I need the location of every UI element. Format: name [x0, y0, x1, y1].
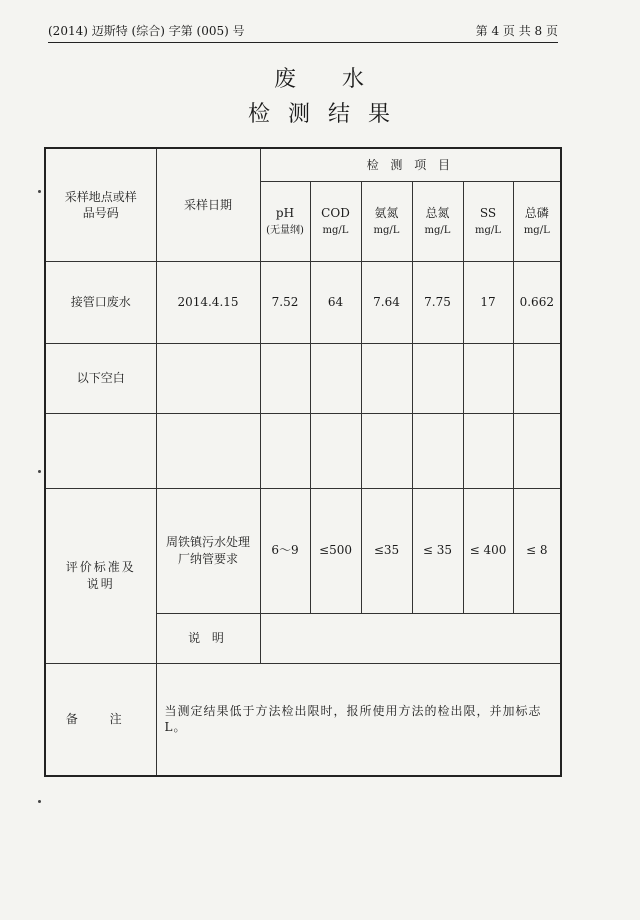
- value-cell: 7.75: [412, 261, 463, 343]
- limit-cell: ≤ 400: [463, 488, 513, 613]
- param-header: 总磷 mg/L: [513, 181, 561, 261]
- param-header: 总氮 mg/L: [412, 181, 463, 261]
- value-cell: 17: [463, 261, 513, 343]
- title-char: 废: [273, 67, 298, 92]
- page-header: [48, 22, 558, 42]
- standard-row: [45, 488, 561, 613]
- explain-label: 说 明: [156, 613, 260, 663]
- value-cell: [310, 343, 361, 413]
- remarks-row: [45, 663, 561, 776]
- site-cell: 以下空白: [45, 343, 156, 413]
- value-cell: [513, 343, 561, 413]
- test-items-header: 检 测 项 目: [260, 148, 561, 181]
- title-char: 测: [287, 102, 312, 127]
- value-cell: [260, 343, 310, 413]
- remarks-text: 当测定结果低于方法检出限时，报所使用方法的检出限，并加标志 L。: [156, 663, 561, 776]
- remarks-label: 备 注: [45, 663, 156, 776]
- value-cell: 7.64: [361, 261, 412, 343]
- value-cell: [412, 413, 463, 488]
- value-cell: [513, 413, 561, 488]
- value-cell: [463, 413, 513, 488]
- title-char: 果: [368, 102, 393, 127]
- header-divider: [48, 42, 558, 43]
- table-row: [45, 413, 561, 488]
- value-cell: [310, 413, 361, 488]
- explain-text: [260, 613, 561, 663]
- param-header: 氨氮 mg/L: [361, 181, 412, 261]
- site-header: 采样地点或样品号码: [45, 148, 156, 261]
- date-cell: 2014.4.15: [156, 261, 260, 343]
- value-cell: 64: [310, 261, 361, 343]
- evaluation-label: 评价标准及说明: [45, 488, 156, 663]
- limit-cell: 6～9: [260, 488, 310, 613]
- value-cell: [260, 413, 310, 488]
- value-cell: [361, 413, 412, 488]
- date-cell: [156, 343, 260, 413]
- param-header: SS mg/L: [463, 181, 513, 261]
- results-table: [44, 147, 562, 777]
- title-char: 水: [342, 67, 367, 92]
- limit-cell: ≤ 8: [513, 488, 561, 613]
- scan-speck: [38, 470, 41, 473]
- scan-speck: [38, 190, 41, 193]
- title-char: 结: [328, 102, 353, 127]
- value-cell: 0.662: [513, 261, 561, 343]
- value-cell: [463, 343, 513, 413]
- scan-speck: [38, 800, 41, 803]
- limit-cell: ≤500: [310, 488, 361, 613]
- site-cell: 接管口废水: [45, 261, 156, 343]
- value-cell: [361, 343, 412, 413]
- param-header: COD mg/L: [310, 181, 361, 261]
- limit-cell: ≤ 35: [412, 488, 463, 613]
- table-row: [45, 261, 561, 343]
- title-char: 检: [247, 102, 272, 127]
- limit-cell: ≤35: [361, 488, 412, 613]
- date-cell: [156, 413, 260, 488]
- param-header: pH (无量纲): [260, 181, 310, 261]
- site-cell: [45, 413, 156, 488]
- table-row: [45, 343, 561, 413]
- title-line-2: [0, 97, 640, 128]
- report-number: (2014) 迈斯特 (综合) 字第 (005) 号: [48, 24, 245, 38]
- value-cell: 7.52: [260, 261, 310, 343]
- value-cell: [412, 343, 463, 413]
- date-header: 采样日期: [156, 148, 260, 261]
- page-number: 第 4 页 共 8 页: [475, 24, 558, 38]
- title-line-1: [0, 62, 640, 93]
- standard-name: 周铁镇污水处理厂纳管要求: [156, 488, 260, 613]
